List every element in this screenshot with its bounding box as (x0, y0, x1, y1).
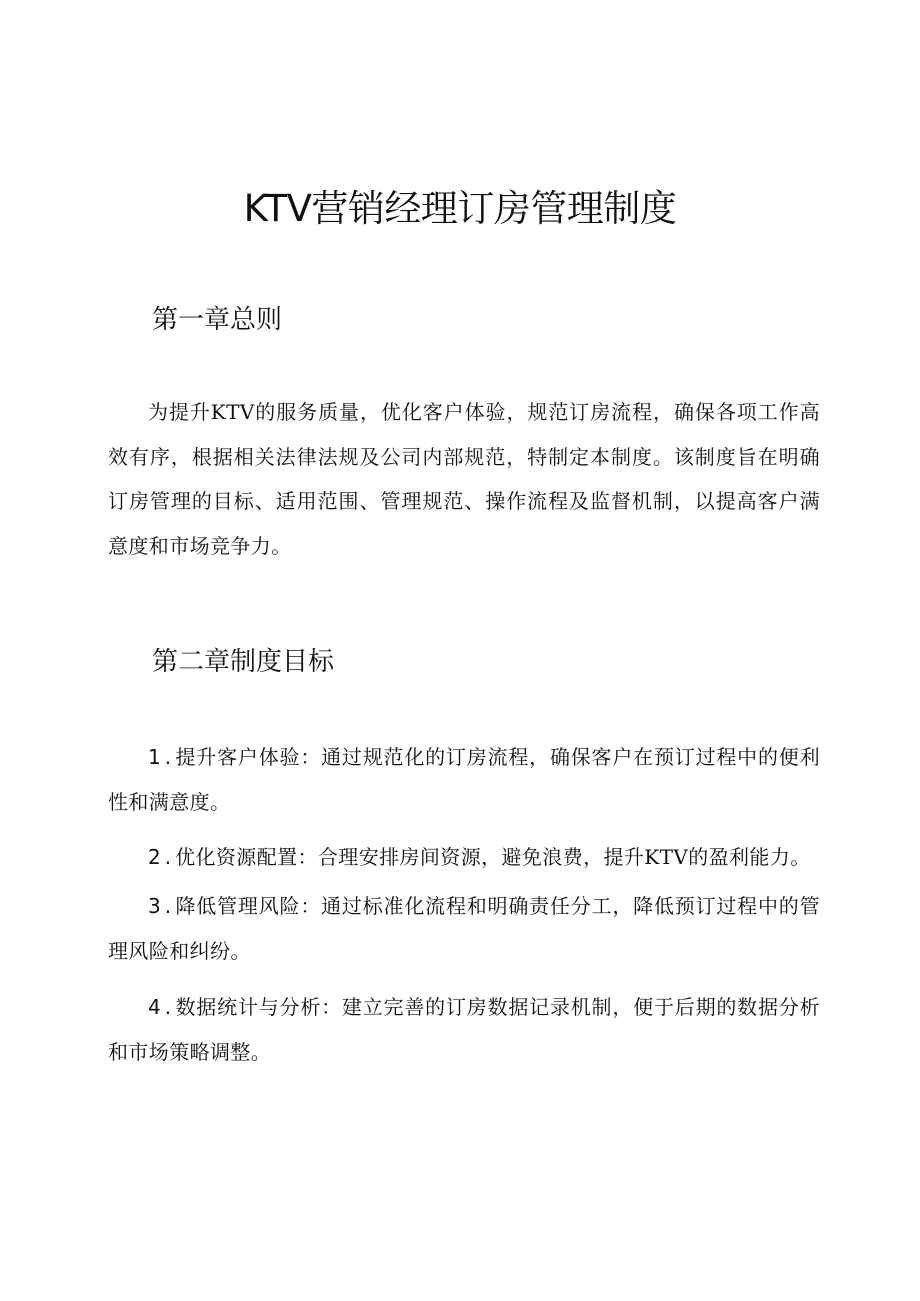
document-title: KTV营销经理订房管理制度 (243, 187, 677, 230)
chapter-1-heading: 第一章总则 (152, 305, 283, 335)
goal-item-text: 优化资源配置：合理安排房间资源，避免浪费，提升KTV的盈利能力。 (175, 845, 811, 869)
goal-item-number: 1. (148, 745, 176, 769)
goal-item-2 (108, 835, 820, 880)
goal-item-3 (108, 884, 820, 973)
goal-item-text: 降低管理风险：通过标准化流程和明确责任分工，降低预订过程中的管理风险和纠纷。 (108, 894, 820, 963)
goal-item-text: 提升客户体验：通过规范化的订房流程，确保客户在预订过程中的便利性和满意度。 (108, 745, 820, 814)
chapter-2-heading: 第二章制度目标 (152, 647, 335, 677)
goal-item-1 (108, 735, 820, 824)
goal-item-number: 3. (148, 894, 176, 918)
chapter-1-paragraph: 为提升KTV的服务质量，优化客户体验，规范订房流程，确保各项工作高效有序，根据相关法律法规及公司内部规范，特制定本制度。该制度旨在明确订房管理的目标、适用范围、管理规范、操作流程及监督机制，以提高客户满意度和市场竞争力。 (108, 400, 820, 558)
goal-item-text: 数据统计与分析：建立完善的订房数据记录机制，便于后期的数据分析和市场策略调整。 (108, 995, 820, 1064)
goal-item-number: 2. (148, 845, 176, 869)
goal-item-number: 4. (148, 995, 176, 1019)
goal-item-4 (108, 985, 820, 1074)
